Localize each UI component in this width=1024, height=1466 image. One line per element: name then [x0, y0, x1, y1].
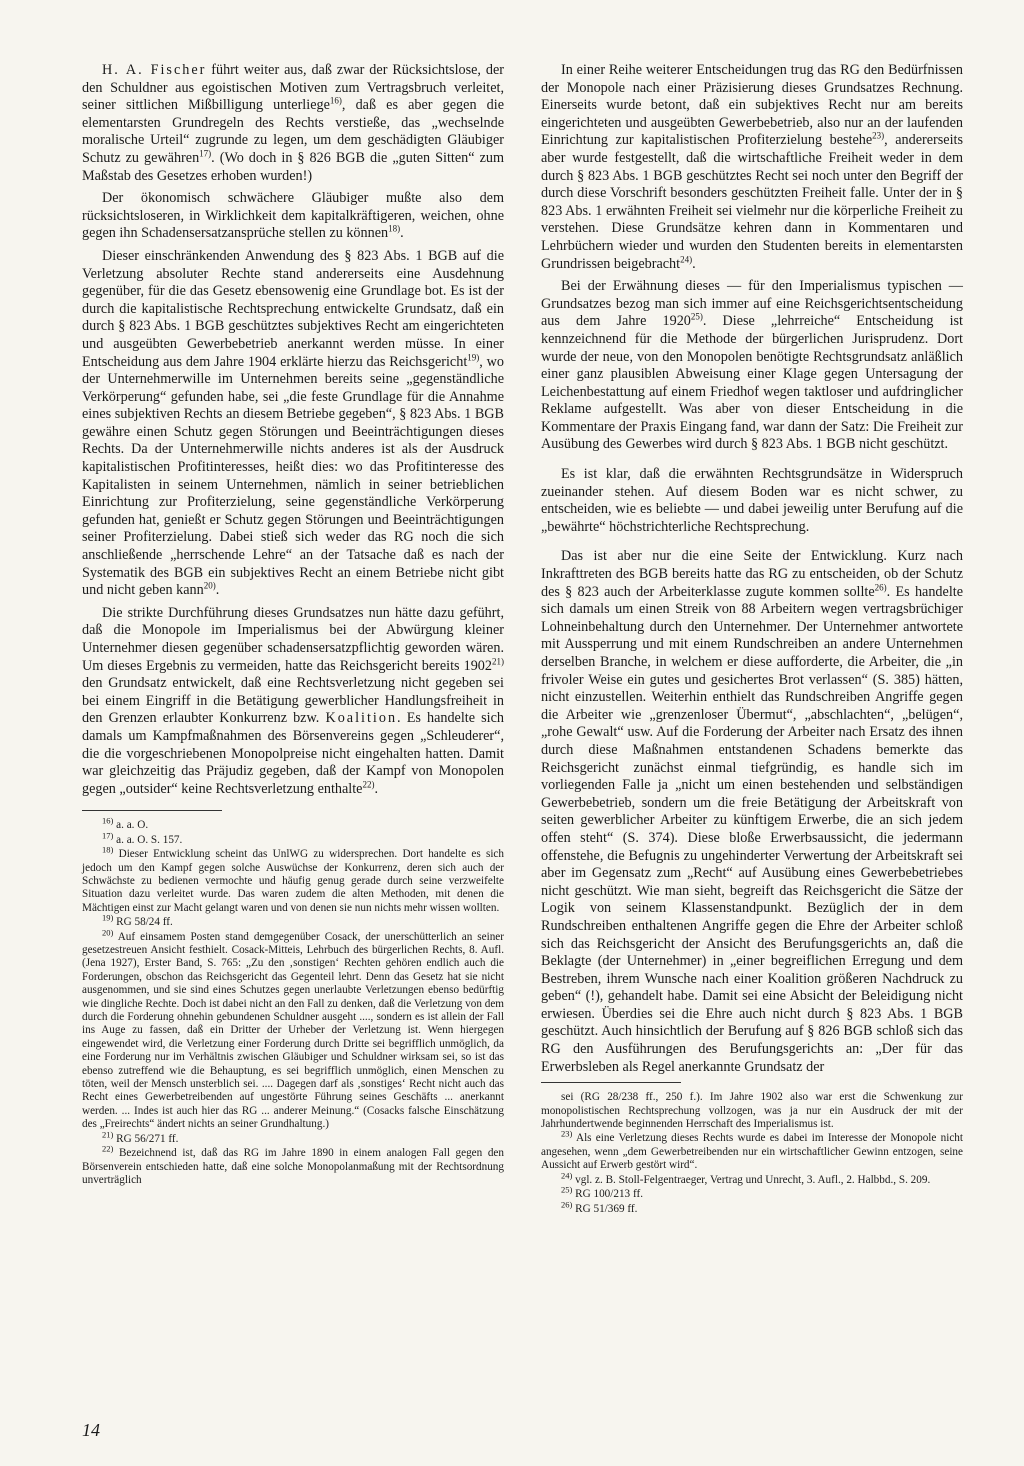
text-run: .	[400, 225, 404, 242]
footnote-number: 18)	[102, 844, 114, 855]
paragraph-p3	[82, 248, 504, 600]
text-run: führt weiter aus, daß zwar der Rücksichtslose, der den Schuldner aus egoistischen Motiven zum Vertragsbruch verleitet, seiner sittlichen Mißbilligung unterliege	[82, 62, 504, 114]
paragraph-p7	[541, 466, 963, 536]
text-run: , daß es aber gegen die elementarsten Grundregeln des Rechts verstieße, das „wechselnde moralische Urteil“ zugrunde zu legen, um dem geschädigten Gläubiger Schutz zu gewähren	[82, 97, 504, 166]
footnote-fn21	[82, 1128, 504, 1146]
left-column	[82, 62, 504, 1188]
right-column	[541, 62, 963, 1217]
text-run: .	[374, 780, 379, 797]
footnote-fn18	[82, 844, 504, 915]
footnote-fn24	[541, 1169, 963, 1187]
text-run: Die strikte Durchführung dieses Grundsatzes nun hätte dazu geführt, daß die Monopole im Imperialismus bei der Abwürgung kleiner Unternehmer diesen gegenüber schadensersatzpflichtig geworden wären. Um dieses Ergebnis zu vermeiden, hatte das Reichsgericht bereits 1902	[82, 604, 504, 674]
paragraph-p8	[541, 548, 963, 1076]
footnote-ref[interactable]: 18)	[388, 223, 401, 234]
footnote-number: 21)	[102, 1128, 114, 1139]
footnote-fn25	[541, 1184, 963, 1201]
text-run: Dieser einschränkenden Anwendung des § 823 Abs. 1 BGB auf die Verletzung absoluter Rechte stand andererseits eine Ausdehnung gegenüber, für die das Gesetz ebensowenig eine Grundlage bot. Es ist der durch die kapitalistische Rechtsprechung entwickelte Grundsatz, daß ein durch § 823 Abs. 1 BGB geschütztes subjektives Recht am eingerichteten und ausgeübten Gewerbebetrieb anerkannt werden müsse. In einer Entscheidung aus dem Jahre 1904 erklärte hierzu das Reichsgericht	[82, 247, 504, 370]
footnote-text: Dieser Entwicklung scheint das UnlWG zu widersprechen. Dort handelte es sich jedoch um den Kampf gegen solche Auswüchse der Konkurrenz, deren sich auch der Schwächste zu bedienen vermochte und häufig genug gerade durch seine verzweifelte Situation dazu verleitet wurde. Das waren zudem die alten Methoden, mit denen die Mächtigen einst zur Macht gelangt waren und von denen sie nun nichts mehr wissen wollten.	[82, 848, 504, 914]
text-run: . Diese „lehrreiche“ Entscheidung ist kennzeichnend für die Methode der bürgerlichen Jurisprudenz. Dort wurde der neue, von den Monopolen benötigte Rechtsgrundsatz anläßlich einer ganz plausiblen Abweisung einer Klage gegen Untersagung der Leichenbestattung auf einem Friedhof wegen taktloser und aufdringlicher Reklame aufgestellt. Was aber von dieser Entscheidung in die Kommentare der Praxis Eingang fand, war dann der Satz: Die Freiheit zur Ausübung des Gewerbes wird durch § 823 Abs. 1 BGB nicht geschützt.	[541, 313, 963, 453]
footnote-ref[interactable]: 17)	[199, 148, 212, 159]
footnote-ref[interactable]: 26)	[874, 581, 887, 592]
footnote-fn22	[82, 1143, 504, 1187]
paragraph-p2	[82, 190, 504, 243]
text-run: H. A. Fischer	[102, 62, 207, 78]
footnote-fn23	[541, 1128, 963, 1172]
footnote-ref[interactable]: 19)	[467, 351, 480, 362]
page-number: 14	[82, 1420, 100, 1440]
footnote-text: sei (RG 28/238 ff., 250 f.). Im Jahre 1902 also war erst die Schwenkung zur monopolistischen Rechtsprechung vollzogen, was ja nur ein Ausdruck der mit der Jahrhundertwende beginnenden Herrschaft des Imperialismus ist.	[541, 1091, 963, 1131]
footnote-number: 20)	[102, 926, 114, 937]
footnote-fn19	[82, 912, 504, 929]
paragraph-p4	[82, 605, 504, 799]
footnote-text: RG 58/24 ff.	[116, 916, 173, 929]
footnote-fn20	[82, 926, 504, 1132]
footnote-fn26	[541, 1198, 963, 1216]
footnote-number: 17)	[102, 830, 114, 841]
text-run: , andererseits aber wurde festgestellt, daß die wirtschaftliche Freiheit weder in dem durch § 823 Abs. 1 BGB geschütztes Recht sei noch unter den Begriff der durch diese Vorschrift besonders geschützten Freiheit falle. Unter der in § 823 Abs. 1 erwähnten Freiheit sei vielmehr nur die körperliche Freiheit zu verstehen. Diese Grundsätze kehren dann in Kommentaren und Lehrbüchern wieder und wurden den Studenten bereits in elementarsten Grundrissen beigebracht	[541, 132, 963, 272]
footnote-ref[interactable]: 25)	[690, 311, 703, 322]
footnote-number: 16)	[102, 815, 114, 826]
footnote-fn22-cont	[541, 1091, 963, 1131]
footnote-number: 25)	[561, 1184, 573, 1195]
footnote-text: Bezeichnend ist, daß das RG im Jahre 1890 in einem analogen Fall gegen den Börsenverein entschieden hatte, daß eine solche Monopolanmaßung mit der Rechtsordnung unverträglich	[82, 1147, 504, 1186]
footnote-ref[interactable]: 20)	[203, 580, 216, 591]
text-run: . (Wo doch in § 826 BGB die „guten Sitten“ zum Maßstab des Gesetzes erhoben wurden!)	[82, 149, 504, 184]
text-run: den Grundsatz entwickelt, daß eine Rechtsverletzung nicht gegeben sei bei einem Eingriff in die Betätigung gewerblicher Handlungsfreiheit in den Grenzen erlaubter Konkurrenz bzw.	[82, 675, 504, 727]
text-run: Koalition	[325, 710, 398, 727]
text-run: . Es handelte sich damals um einen Streik von 88 Arbeitern wegen vertragsbrüchiger Lohneinbehaltung durch den Unternehmer. Der Unternehmer antwortete mit Aussperrung und mit einem Rundschreiben an andere Unternehmen derselben Branche, in welchem er diese aufforderte, die Arbeiter, die „in frivoler Weise ein gutes und gesichertes Brot verlassen“ (S. 385) hätten, nicht einzustellen. Weiterhin enthielt das Rundschreiben Angriffe gegen die Arbeiter wie „grenzenloser Übermut“, „abschlachten“, „belügen“, „rohe Gewalt“ usw. Auf die Forderung der Arbeiter nach Ersatz des ihnen durch diese Maßnahmen entstandenen Schadens bemerkte das Reichsgericht zunächst einmal tiefgründig, es handle sich im vorliegenden Falle ja „nicht um einen bestehenden und selbständigen Gewerbebetrieb, sondern um die freie Betätigung der Arbeitskraft von seiten gewerblicher Arbeiter zu künftigem Erwerbe, die an sich jedem offen steht“ (S. 374). Diese bloße Erwerbsaussicht, die jedermann offenstehe, die Befugnis zu ungehinderter Verwertung der Arbeitskraft sei aber im Gegensatz zum „Recht“ auf Ausübung eines Gewerbebetriebes nicht geschützt. Wie man sieht, begreift das Reichsgericht die Sätze der Logik von seinem Klassenstandpunkt. Bezüglich der in dem Rundschreiben enthaltenen Angriffe gegen die Ehre der Arbeiter schloß sich das Reichsgericht der Ansicht des Berufungsgerichts an, daß die Beklagte (der Unternehmer) in „einer begreiflichen Erregung und dem Bestreben, ihrem Wunsche nach einer Koalition größeren Nachdruck zu geben“ (!), gehandelt habe. Damit sei eine Absicht der Beleidigung nicht erwiesen. Überdies sei die Ehre auch nicht durch § 823 Abs. 1 BGB geschützt. Auch hinsichtlich der Berufung auf § 826 BGB schloß sich das RG den Ausführungen des Berufungsgerichts an: „Der für das Erwerbsleben als Regel anerkannte Grundsatz der	[541, 583, 963, 1075]
text-run: , wo der Unternehmerwille im Unternehmen bereits seine „gegenständliche Verkörperung“ gefunden habe, sei „die feste Grundlage für die Annahme eines subjektiven Rechts an diesem Betriebe gegeben“, § 823 Abs. 1 BGB gewähre einen Schutz gegen Störungen und Beeinträchtigungen dieses Rechts. Da der Unternehmerwille nichts anderes ist als der Ausdruck kapitalistischen Profitinteresses, heißt dies: wo das Profitinteresse des Kapitalisten in seinem Unternehmen, nämlich in seiner betrieblichen Einrichtung zur Profiterzielung, seine gegenständliche Verkörperung gefunden hat, genießt er Schutz gegen Störungen und Beeinträchtigungen seiner Profiterzielung. Dabei stieß sich weder das RG noch die sich anschließende „herrschende Lehre“ an der Tatsache daß es nach der Systematik des BGB ein subjektives Recht an einem Betriebe nicht gibt und nicht geben kann	[82, 353, 504, 599]
footnote-number: 23)	[561, 1128, 573, 1139]
footnote-ref[interactable]: 16)	[329, 95, 342, 106]
text-run: In einer Reihe weiterer Entscheidungen trug das RG den Bedürfnissen der Monopole nach einer Präzisierung dieses Grundsatzes Rechnung. Einerseits wurde betont, daß ein subjektives Recht nur am bereits eingerichteten und ausgeübten Gewerbebetrieb, also nur an der laufenden Einrichtung zur kapitalistischen Profiterzielung bestehe	[541, 62, 963, 149]
paragraph-p6	[541, 278, 963, 454]
footnote-fn17	[82, 830, 504, 847]
footnote-ref[interactable]: 21)	[492, 655, 504, 666]
footnote-number: 26)	[561, 1198, 573, 1209]
footnote-text: Auf einsamem Posten stand demgegenüber Cosack, der unerschütterlich an seiner gesetzestreuen Ansicht festhielt. Cosack-Mitteis, Lehrbuch des bürgerlichen Rechts, 8. Aufl. (Jena 1927), Erster Band, S. 765: „Zu den ‚sonstigen‘ Rechten gehören endlich auch die Forderungen, obschon das Reichsgericht das Gegenteil lehrt. Denn das Gesetz hat sie nicht ausgenommen, und sie sind eines Schutzes gegen unerlaubte Verletzungen ebenso bedürftig wie dingliche Rechte. Doch ist dabei nicht an den Fall zu denken, daß die Verletzung von dem durch die Forderung ohnehin gebundenen Schuldner ausgeht ...., sondern es ist allein der Fall ins Auge zu fassen, daß ein Dritter der Urheber der Verletzung ist. Wenn hiergegen eingewendet wird, die Verletzung einer Forderung durch Dritte sei begrifflich unmöglich, da eine Forderung nur im Verhältnis zwischen Gläubiger und Schuldner wirksam sei, so ist das ebenso zutreffend wie die Behauptung, es sei begrifflich unmöglich, einen Menschen zu töten, weil der Mensch unsterblich sei. .... Dagegen darf als ‚sonstiges‘ Recht nicht auch das Recht eines Gewerbetreibenden auf ungestörte Führung seines Geschäfts ... anerkannt werden. ... Indes ist auch hier das RG ... anderer Meinung.“ (Cosacks falsche Einschätzung des „Freirechts“ ändert nichts an seiner Grundhaltung.)	[82, 930, 504, 1131]
footnote-text: RG 56/271 ff.	[116, 1132, 179, 1145]
text-run: Bei der Erwähnung dieses — für den Imperialismus typischen — Grundsatzes bezog man sich immer auf eine Reichsgerichtsentscheidung aus dem Jahre 1920	[541, 278, 963, 330]
footnote-number: 22)	[102, 1143, 114, 1154]
footnote-text: a. a. O.	[116, 819, 149, 832]
text-run: Es ist klar, daß die erwähnten Rechtsgrundsätze in Widerspruch zueinander stehen. Auf diesem Boden war es nicht schwer, zu entscheiden, wie es beliebte — und dabei jeweilig unter Berufung auf die „bewährte“ höchstrichterliche Rechtsprechung.	[541, 466, 963, 535]
footnote-divider	[82, 810, 222, 811]
text-run: .	[692, 255, 696, 272]
footnote-divider	[541, 1082, 681, 1083]
footnote-fn16	[82, 815, 504, 832]
footnote-text: vgl. z. B. Stoll-Felgentraeger, Vertrag und Unrecht, 3. Aufl., 2. Halbbd., S. 209.	[575, 1173, 931, 1186]
footnote-text: RG 100/213 ff.	[575, 1188, 643, 1201]
text-run: Der ökonomisch schwächere Gläubiger mußte also dem rücksichtsloseren, in Wirklichkeit dem kapitalkräftigeren, weichen, ohne gegen ihn Schadensersatzansprüche stellen zu können	[82, 190, 504, 242]
text-run: Das ist aber nur die eine Seite der Entwicklung. Kurz nach Inkrafttreten des BGB bereits hatte das RG zu entscheiden, ob der Schutz des § 823 auch der Arbeiterklasse zugute kommen sollte	[541, 548, 963, 600]
paragraph-p5	[541, 62, 963, 273]
footnote-number: 24)	[561, 1169, 573, 1180]
footnote-text: RG 51/369 ff.	[575, 1202, 638, 1215]
paragraph-p1	[82, 62, 504, 185]
footnote-ref[interactable]: 22)	[362, 779, 375, 790]
footnote-number: 19)	[102, 912, 114, 923]
footnote-text: Als eine Verletzung dieses Rechts wurde es dabei im Interesse der Monopole nicht angesehen, wenn „dem Gewerbetreibenden nur ein wirtschaftlicher Gewinn entzogen, seine Aussicht auf Erwerb gestört wird“.	[541, 1132, 963, 1172]
text-run: .	[215, 582, 220, 599]
footnote-text: a. a. O. S. 157.	[116, 833, 183, 846]
text-run: . Es handelte sich damals um Kampfmaßnahmen des Börsenvereins gegen „Schleuderer“, die die vorgeschriebenen Monopolpreise nicht eingehalten hatten. Damit war gleichzeitig das Präjudiz gegeben, daß der Kampf von Monopolen gegen „outsider“ keine Rechtsverletzung enthalte	[82, 710, 504, 797]
footnote-ref[interactable]: 23)	[872, 130, 885, 141]
footnote-ref[interactable]: 24)	[680, 253, 693, 264]
